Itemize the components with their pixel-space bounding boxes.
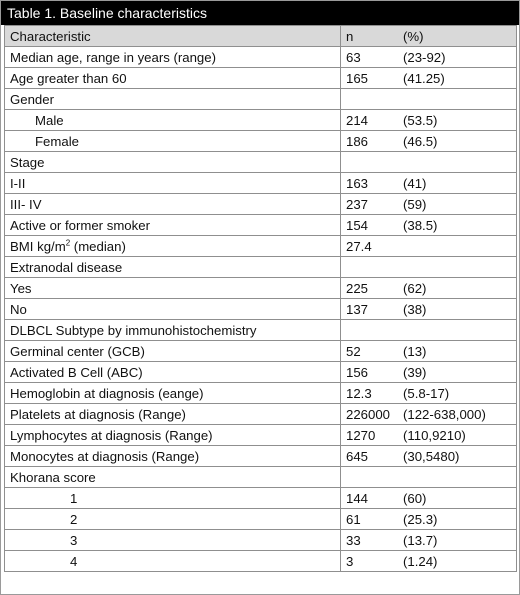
row-label: Platelets at diagnosis (Range) — [10, 406, 186, 422]
table-row — [5, 236, 517, 257]
row-label: Lymphocytes at diagnosis (Range) — [10, 427, 213, 443]
row-pct: (25.3) — [403, 511, 438, 527]
row-values-cell — [341, 446, 517, 467]
row-label: Active or former smoker — [10, 217, 150, 233]
row-values-cell — [341, 47, 517, 68]
row-n: 165 — [346, 70, 369, 86]
row-label-cell — [5, 257, 341, 278]
row-pct: (122-638,000) — [403, 406, 486, 422]
row-values-cell — [341, 299, 517, 320]
table-row — [5, 257, 517, 278]
row-label: 3 — [70, 532, 78, 548]
row-label-cell — [5, 530, 341, 551]
row-n: 12.3 — [346, 385, 372, 401]
header-n: n — [346, 28, 354, 44]
row-label: I-II — [10, 175, 26, 191]
row-values-cell — [341, 551, 517, 572]
row-values-cell — [341, 68, 517, 89]
row-label: Germinal center (GCB) — [10, 343, 145, 359]
row-values-cell — [341, 194, 517, 215]
row-label: 2 — [70, 511, 78, 527]
row-pct: (62) — [403, 280, 427, 296]
row-pct: (41.25) — [403, 70, 445, 86]
row-values-cell — [341, 89, 517, 110]
row-pct: (38.5) — [403, 217, 438, 233]
header-characteristic: Characteristic — [5, 26, 341, 47]
row-pct: (59) — [403, 196, 427, 212]
baseline-characteristics-table — [4, 25, 517, 572]
row-n: 237 — [346, 196, 369, 212]
row-label-cell — [5, 488, 341, 509]
table-row — [5, 425, 517, 446]
row-label-cell — [5, 236, 341, 257]
row-label: No — [10, 301, 27, 317]
row-label: Activated B Cell (ABC) — [10, 364, 143, 380]
row-label: 1 — [70, 490, 78, 506]
row-n: 156 — [346, 364, 369, 380]
row-values-cell — [341, 320, 517, 341]
row-values-cell — [341, 215, 517, 236]
row-n: 226000 — [346, 406, 391, 422]
table-row — [5, 47, 517, 68]
row-label: Khorana score — [10, 469, 96, 485]
row-values-cell — [341, 383, 517, 404]
row-n: 1270 — [346, 427, 376, 443]
row-label-cell — [5, 47, 341, 68]
table-row — [5, 320, 517, 341]
row-pct: (110,9210) — [403, 427, 466, 443]
row-values-cell — [341, 173, 517, 194]
row-values-cell — [341, 488, 517, 509]
table-row — [5, 89, 517, 110]
row-label-cell — [5, 467, 341, 488]
row-label: Monocytes at diagnosis (Range) — [10, 448, 200, 464]
header-pct: (%) — [403, 28, 424, 44]
table-row — [5, 446, 517, 467]
row-label-cell — [5, 89, 341, 110]
row-n: 144 — [346, 490, 369, 506]
row-label-cell — [5, 320, 341, 341]
row-label: Hemoglobin at diagnosis (eange) — [10, 385, 204, 401]
table-row — [5, 299, 517, 320]
row-label-cell — [5, 362, 341, 383]
row-label-cell — [5, 341, 341, 362]
row-label-cell — [5, 446, 341, 467]
row-label-cell — [5, 194, 341, 215]
table-row — [5, 173, 517, 194]
row-label-cell — [5, 299, 341, 320]
row-values-cell — [341, 278, 517, 299]
row-n: 214 — [346, 112, 369, 128]
table-title: Table 1. Baseline characteristics — [1, 1, 519, 25]
row-values-cell — [341, 362, 517, 383]
row-pct: (46.5) — [403, 133, 438, 149]
row-n: 163 — [346, 175, 369, 191]
row-label-suffix: (median) — [70, 238, 126, 254]
row-label-cell — [5, 173, 341, 194]
row-label: Male — [35, 112, 64, 128]
row-label-cell — [5, 215, 341, 236]
row-label-cell — [5, 278, 341, 299]
header-values — [341, 26, 517, 47]
row-pct: (41) — [403, 175, 427, 191]
table-row — [5, 215, 517, 236]
row-label-cell — [5, 110, 341, 131]
row-pct: (13) — [403, 343, 427, 359]
row-values-cell — [341, 257, 517, 278]
table-row — [5, 530, 517, 551]
table-row — [5, 110, 517, 131]
table-row — [5, 131, 517, 152]
row-n: 3 — [346, 553, 354, 569]
row-n: 61 — [346, 511, 361, 527]
row-label-cell — [5, 425, 341, 446]
row-n: 33 — [346, 532, 361, 548]
row-pct: (39) — [403, 364, 427, 380]
row-pct: (38) — [403, 301, 427, 317]
row-n: 154 — [346, 217, 369, 233]
row-label: Extranodal disease — [10, 259, 123, 275]
table-row — [5, 383, 517, 404]
table-row — [5, 68, 517, 89]
row-pct: (5.8-17) — [403, 385, 450, 401]
table-row — [5, 467, 517, 488]
row-values-cell — [341, 236, 517, 257]
table-row — [5, 152, 517, 173]
row-label-cell — [5, 152, 341, 173]
table-row — [5, 278, 517, 299]
row-label-superscript: 2 — [65, 238, 71, 248]
table-row — [5, 194, 517, 215]
table-header-row — [5, 26, 517, 47]
table-row — [5, 551, 517, 572]
row-label-cell — [5, 131, 341, 152]
row-n: 63 — [346, 49, 361, 65]
row-pct: (53.5) — [403, 112, 438, 128]
row-values-cell — [341, 152, 517, 173]
row-label: Age greater than 60 — [10, 70, 127, 86]
table-row — [5, 509, 517, 530]
row-values-cell — [341, 425, 517, 446]
row-pct: (60) — [403, 490, 427, 506]
row-label: Stage — [10, 154, 45, 170]
row-label: 4 — [70, 553, 78, 569]
row-values-cell — [341, 110, 517, 131]
row-label: Yes — [10, 280, 32, 296]
row-label-cell — [5, 404, 341, 425]
row-pct: (1.24) — [403, 553, 438, 569]
row-values-cell — [341, 341, 517, 362]
row-values-cell — [341, 467, 517, 488]
row-values-cell — [341, 404, 517, 425]
table-row — [5, 362, 517, 383]
row-label-cell — [5, 68, 341, 89]
row-values-cell — [341, 131, 517, 152]
table-row — [5, 404, 517, 425]
row-label-cell — [5, 509, 341, 530]
row-label: Median age, range in years (range) — [10, 49, 216, 65]
row-pct: (30,5480) — [403, 448, 460, 464]
row-pct: (13.7) — [403, 532, 438, 548]
row-values-cell — [341, 509, 517, 530]
row-n: 225 — [346, 280, 369, 296]
row-label: Female — [35, 133, 79, 149]
row-label: DLBCL Subtype by immunohistochemistry — [10, 322, 257, 338]
table-row — [5, 341, 517, 362]
row-n: 27.4 — [346, 238, 372, 254]
row-n: 645 — [346, 448, 369, 464]
row-n: 137 — [346, 301, 369, 317]
table-row — [5, 488, 517, 509]
row-n: 52 — [346, 343, 361, 359]
row-values-cell — [341, 530, 517, 551]
row-label-cell — [5, 551, 341, 572]
row-label: BMI kg/m — [10, 238, 66, 254]
row-label-cell — [5, 383, 341, 404]
row-label: III- IV — [10, 196, 42, 212]
row-pct: (23-92) — [403, 49, 446, 65]
row-label: Gender — [10, 91, 54, 107]
row-n: 186 — [346, 133, 369, 149]
